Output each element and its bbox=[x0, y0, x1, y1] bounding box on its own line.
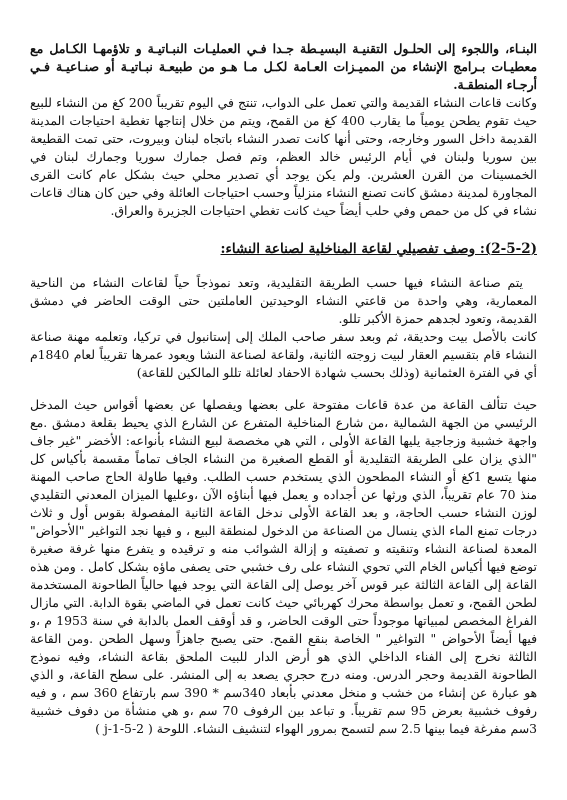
method-paragraph: يتم صناعة النشاء فيها حسب الطريقة التقليدية، وتعد نموذجاً حياً لقاعات النشاء من الناحية المعمارية، وهي واحدة من قاعتي النشاء الوحيدتين العاملتين حتى الوقت الحاضر في دمشق القديمة، وتعود لجدهم حمزة الأكبر تللو. bbox=[30, 275, 537, 326]
section-heading: (2-5-2): وصف تفصيلي لقاعة المناخلية لصناعة النشاء: bbox=[220, 241, 537, 257]
paragraph-gap bbox=[30, 382, 537, 396]
intro-paragraph: البنـاء، واللجوء إلى الحلـول التقنيـة البسيـطة جـدا فـي العمليـات النبـاتيـة و تلاؤمهـا الكـامل مع معطيـات بـرامج الإنشاء من المميـزات العـامة لكـل مـا هـو من طبيعـة نبـاتيـة أو صنـاعيـة فـي أرجـاء المنطقـة. bbox=[30, 41, 537, 92]
description-paragraph: حيث تتألف القاعة من عدة قاعات مفتوحة على بعضها ويفصلها عن بعضها أقواس حيث المدخل الرئيسي من الجهة الشمالية ،من شارع المناخلية المتفرع عن الشارع الذي يحيط بقلعة دمشق .مع واجهة خشبية وزجاجية يليها القاعة الأولى ، التي هي مخصصة لبيع النشاء بأنواعه: الأخضر "غير جاف "الذي يزان على الطريقة التقليدية أو القطع الصغيرة من النشاء الجاف تماماً مقسمة بأكياس كل منها يتسع 1كغ أو النشاء المطحون الذي يستخدم حسب الطلب. وفيها طاولة الحاج صاحب المهنة منذ 70 عام تقريباً، الذي ورثها عن أجداده و يعمل فيها أبناؤه الآن ،وعليها الميزان المعدني التقليدي لوزن النشاء حسب الحاجة، و بعد القاعة الأولى ندخل القاعة الثانية المفصولة بقوس أول و ثلاث درجات تمنع الماء الذي ينسال من الصناعة من الدخول لمنطقة البيع ، و فيها نجد التواغير "الأحواض" المعدة لصناعة النشاء وتنقيته و تصفيته و إزالة الشوائب منه و ترقيده و يتفرع منها غرفة صغيرة توضع فيها أكياس الخام التي تحوي النشاء على رف خشبي حتى يصفى ماؤه بشكل كامل . ومن هذه القاعة إلى القاعة الثالثة عبر قوس آخر يوصل إلى القاعة التي يوجد فيها حالياً الطاحونة المستخدمة لطحن القمح، و تعمل بواسطة محرك كهربائي حيث كانت تعمل في الماضي بقوة الدابة. التي مازال الفراغ المخصص لمبياتها موجوداً حتى الوقت الحاضر، و قد أوقف العمل بالدابة في سنة 1953 م ،و فيها أيضاً الأحواض " التواغير " الخاصة بنقع القمح. حتى يصبح جاهزاً وسهل الطحن .ومن القاعة الثالثة نخرج إلى الفناء الداخلي الذي هو أرض الدار للبيت الملحق بقاعة النشاء، وفيه نموذج الطاحونة القديمة وحجر الدرس. ومنه درج حجري يصعد به إلى المنشر. على سطح القاعة، و الذي هو عبارة عن إنشاء من خشب و منخل معدني بأبعاد 340سم * 390 سم بارتفاع 360 سم ، و فيه رفوف خشبية بعرض 95 سم تقريباً. و تباعد بين الرفوف 70 سم ،و هي منشأة من دفوف خشبية 3سم مفرغة فيما بينها 2.5 سم لتسمح بمرور الهواء لتنشيف النشاء. اللوحة ( 2-5-1-j ) bbox=[30, 397, 537, 736]
history-paragraph: كانت بالأصل بيت وحديقة، ثم وبعد سفر صاحب الملك إلى إستانبول في تركيا، وتعلمه مهنة صناعة النشاء قام بتقسيم العقار لبيت زوجته الثانية، ولقاعة لصناعة النشا ويعود عمرها تقريباً لعام 1840م أي في الفترة العثمانية (وذلك بحسب شهادة الاحفاد لعائلة تللو المالكين للقاعة) bbox=[30, 329, 537, 380]
document-page bbox=[30, 40, 537, 780]
production-paragraph: وكانت قاعات النشاء القديمة والتي تعمل على الدواب، تنتج في اليوم تقريباً 200 كغ من النشاء للبيع حيث تقوم يطحن يومياً ما يقارب 400 كغ من القمح، ويتم من خلال إنتاجها تغطية احتياجات المدينة القديمة داخل السور وخارجه، وحتى أنها كانت تصدر النشاء باتجاه لبنان وبيروت، حتى تمت القطيعة بين سوريا ولبنان في أيام الرئيس خالد العظم، وتم فصل جمارك سوريا وجمارك لبنان في الخمسينات من القرن العشرين. ولم يكن يوجد أي تصدير محلي حيث بشكل عام كانت القرى المجاورة لمدينة دمشق كانت تصنع النشاء منزلياً وحسب احتياجات العائلة وفي حين كان هناك قاعات نشاء في كل من حمص وفي حلب أيضاً حيث كانت تغطي احتياجات الجزيرة والعراق. bbox=[30, 95, 537, 218]
